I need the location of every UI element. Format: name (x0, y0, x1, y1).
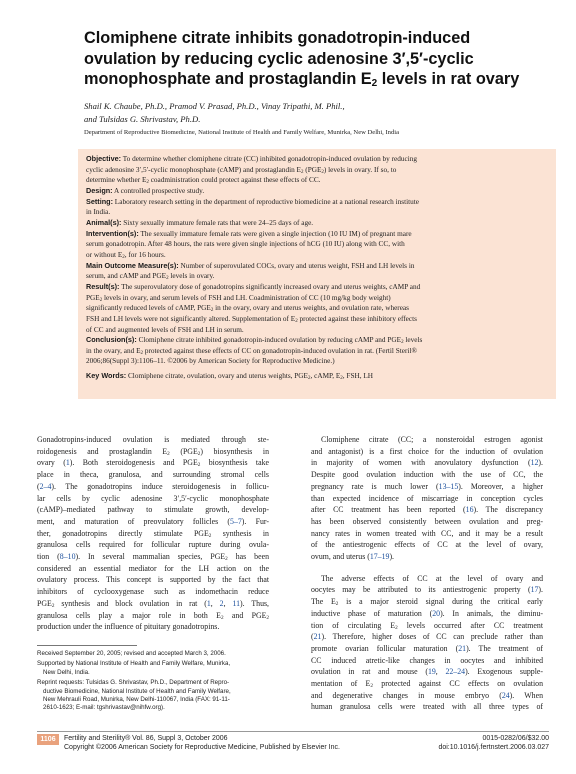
abstract-outcome: Main Outcome Measure(s): Number of superovulated COCs, ovary and uterus weight, FSH and LH levels in (86, 260, 415, 270)
body-column-left: Gonadotropins-induced ovulation is mediated through ste- roidogenesis and prostaglandin $E_2$ $(PGE_2)$ biosynthesis in ovary (1). Both steroidogenesis and $PGE_2$ biosynthesis take place in theca, granulosa, and surrounding stromal cells (2–4). The gonadotropins induce steroidogenesis in follicu- lar cells by cyclic adenosine 3′,5′-cyclic monophosphate (cAMP)–mediated pathway to stimulate growth, develop- ment, and maturation of preovulatory follicles (5–7). Fur- ther, gonadotropins directly stimulate $PGE_2$ synthesis in granulosa cells required for follicular rupture during ovula- tion (8–10). In several mammalian species, $PGE_2$ has been considered an essential mediator for the LH action on the ovulatory process. This concept is supported by the fact that inhibitors of cyclooxygenase such as indomethacin reduce $PGE_2$ synthesis and block ovulation in rat (1, 2, 11). Thus, granulosa cells play a major role in both $E_2$ and $PGE_2$ production under the influence of pituitary gonadotropins. (37, 435, 269, 632)
citation-link[interactable]: 20 (432, 608, 441, 618)
abstract-setting: Setting: Laboratory research setting in the department of reproductive biomedicine at a national research institute (86, 196, 419, 206)
citation-link[interactable]: 8–10 (59, 552, 76, 562)
citation-link[interactable]: 1 (65, 458, 70, 468)
citation-link[interactable]: 2 (219, 598, 224, 608)
abstract-objective: Objective: To determine whether clomiphene citrate (CC) inhibited gonadotropin-induced ovulation by reducing (86, 154, 417, 163)
citation-link[interactable]: 21 (458, 643, 467, 653)
citation-link[interactable]: 12 (530, 458, 539, 468)
citation-link[interactable]: 17–19 (369, 552, 390, 562)
issn-price: 0015-0282/06/$32.00 (482, 735, 549, 742)
citation-link[interactable]: 11 (232, 598, 241, 608)
abstract-interventions: Intervention(s): The sexually immature female rats were given a single injection (10 IU IM) of pregnant mare (86, 228, 412, 238)
citation-link[interactable]: 2–4 (39, 481, 52, 491)
citation-link[interactable]: 16 (465, 505, 474, 515)
citation-link[interactable]: 22–24 (445, 667, 466, 677)
footnote-divider (37, 645, 137, 646)
abstract-design: Design: A controlled prospective study. (86, 185, 205, 195)
abstract-results: Result(s): The superovulatory dose of gonadotropins significantly increased ovary and uterus weights, cAMP and (86, 281, 421, 291)
abstract-animals: Animal(s): Sixty sexually immature female rats that were 24–25 days of age. (86, 217, 314, 227)
abstract-box: Objective: To determine whether clomiphene citrate (CC) inhibited gonadotropin-induced ovulation by reducing cyclic adenosine 3′,5′-cyclic monophosphate (cAMP) and prostaglandin $E_2$ $(PGE_2)$ levels in ovary. If so, to determine whether $E_2$ coadministration could protect against these effects of CC. Design: A controlled prospective study. Setting: Laboratory research setting in the department of reproductive biomedicine at a national research institute in India. Animal(s): Sixty sexually immature female rats that were 24–25 days of age. Intervention(s): The sexually immature female rats were given a single injection (10 IU IM) of pregnant mare serum gonadotropin. After 48 hours, the rats were given single injections of hCG (10 IU) along with CC, with or without $E_2$, for 16 hours. Main Outcome Measure(s): Number of superovulated COCs, ovary and uterus weight, FSH and LH levels in serum, and cAMP and $PGE_2$ levels in ovary. Result(s): The superovulatory dose of gonadotropins significantly increased ovary and uterus weights, cAMP and $PGE_2$ levels in ovary, and serum levels of FSH and LH. Coadministration of CC (10 mg/kg body weight) significantly reduced levels of cAMP, $PGE_2$ in the ovary, ovary and uterus weights, and ovulation rate, whereas FSH and LH levels were not significantly altered. Supplementation of $E_2$ protected against these inhibitory effects of CC and augmented levels of FSH and LH in serum. Conclusion(s): Clomiphene citrate inhibited gonadotropin-induced ovulation by reducing cAMP and $PGE_2$ levels in the ovary, and $E_2$ protected against these effects of CC on gonadotropin-induced ovulation in rat. (Fertil Steril® 2006;86(Suppl 3):1106–11. ©2006 by American Society for Reproductive Medicine.) Key Words: Clomiphene citrate, ovulation, ovary and uterus weights, $PGE_2$, cAMP, $E_2$, FSH, LH (78, 149, 556, 399)
citation-link[interactable]: 5–7 (230, 516, 242, 526)
citation-link[interactable]: 24 (501, 690, 510, 700)
page-number: 1106 (37, 734, 59, 745)
affiliation: Department of Reproductive Biomedicine, National Institute of Health and Family Welfare, Munirka, New Delhi, India (84, 129, 400, 136)
citation-link[interactable]: 21 (313, 632, 322, 642)
abstract-keywords: Key Words: Clomiphene citrate, ovulation, ovary and uterus weights, $PGE_2$, cAMP, $E_2$, FSH, LH (86, 371, 374, 382)
title-line: Clomiphene citrate inhibits gonadotropin-induced (84, 29, 471, 47)
citation-link[interactable]: 13–15 (438, 481, 459, 491)
citation-link[interactable]: 17 (530, 585, 539, 595)
copyright-line: Copyright ©2006 American Society for Reproductive Medicine, Published by Elsevier Inc. (64, 744, 340, 751)
support-note: Supported by National Institute of Health and Family Welfare, Munirka, New Delhi, India. (37, 660, 231, 676)
citation-link[interactable]: 19 (427, 667, 436, 677)
reprint-note: Reprint requests: Tulsidas G. Shrivastav, Ph.D., Department of Repro- ductive Biomedicine, National Institute of Health and Family Welfare, New Mehrauli Road, Munirka, New Delhi-110067, India (FAX: 91-11- 2610-1623; E-mail: tgshrivastav@nihfw.org). (37, 679, 231, 712)
body-column-right: Clomiphene citrate (CC; a nonsteroidal estrogen agonist and antagonist) is a first choice for the induction of ovulation in majority of women with anovulatory dysfunction (12). Despite good ovulation induction with the use of CC, the pregnancy rate is much lower (13–15). Moreover, a higher than expected incidence of miscarriage in conception cycles after CC treatment has been reported (16). The discrepancy has been observed consistently between ovulation and preg- nancy rates in women treated with CC, and it may be a result of the antiestrogenic effects of CC at the level of ovary, ovum, and uterus (17–19). The adverse effects of CC at the level of ovary and oocytes may be attributed to its antiestrogenic property (17). The $E_2$ is a major steroid signal during the critical early inductive phase of maturation (20). In animals, the diminu- tion of circulating $E_2$ levels occurred after CC treatment (21). Therefore, higher doses of CC can preclude rather than promote ovarian follicular maturation (21). The treatment of CC induced atretic-like changes in oocytes and inhibited ovulation in rat and mouse (19, 22–24). Exogenous supple- mentation of $E_2$ protected against CC effects on ovulation and degenerative changes in mouse embryo (24). When human granulosa cells were treated with all three types of (311, 435, 543, 712)
doi-link[interactable]: doi:10.1016/j.fertnstert.2006.03.027 (438, 744, 549, 751)
footer-divider (37, 731, 549, 732)
journal-citation: Fertility and Sterility® Vol. 86, Suppl 3, October 2006 (64, 735, 228, 742)
article-title (84, 28, 554, 90)
footnotes (37, 650, 287, 715)
abstract-conclusions: Conclusion(s): Clomiphene citrate inhibited gonadotropin-induced ovulation by reducing cAMP and $PGE_2$ levels (86, 335, 423, 346)
author-list: Shail K. Chaube, Ph.D., Pramod V. Prasad, Ph.D., Vinay Tripathi, M. Phil., and Tulsidas G. Shrivastav, Ph.D. (84, 101, 345, 124)
received-note: Received September 20, 2005; revised and accepted March 3, 2006. (37, 650, 226, 657)
citation-link[interactable]: 1 (206, 598, 211, 608)
title-line: ovulation by reducing cyclic adenosine 3′,5′-cyclic (84, 49, 474, 68)
title-line: monophosphate and prostaglandin $E_2$ levels in rat ovary (84, 70, 520, 89)
